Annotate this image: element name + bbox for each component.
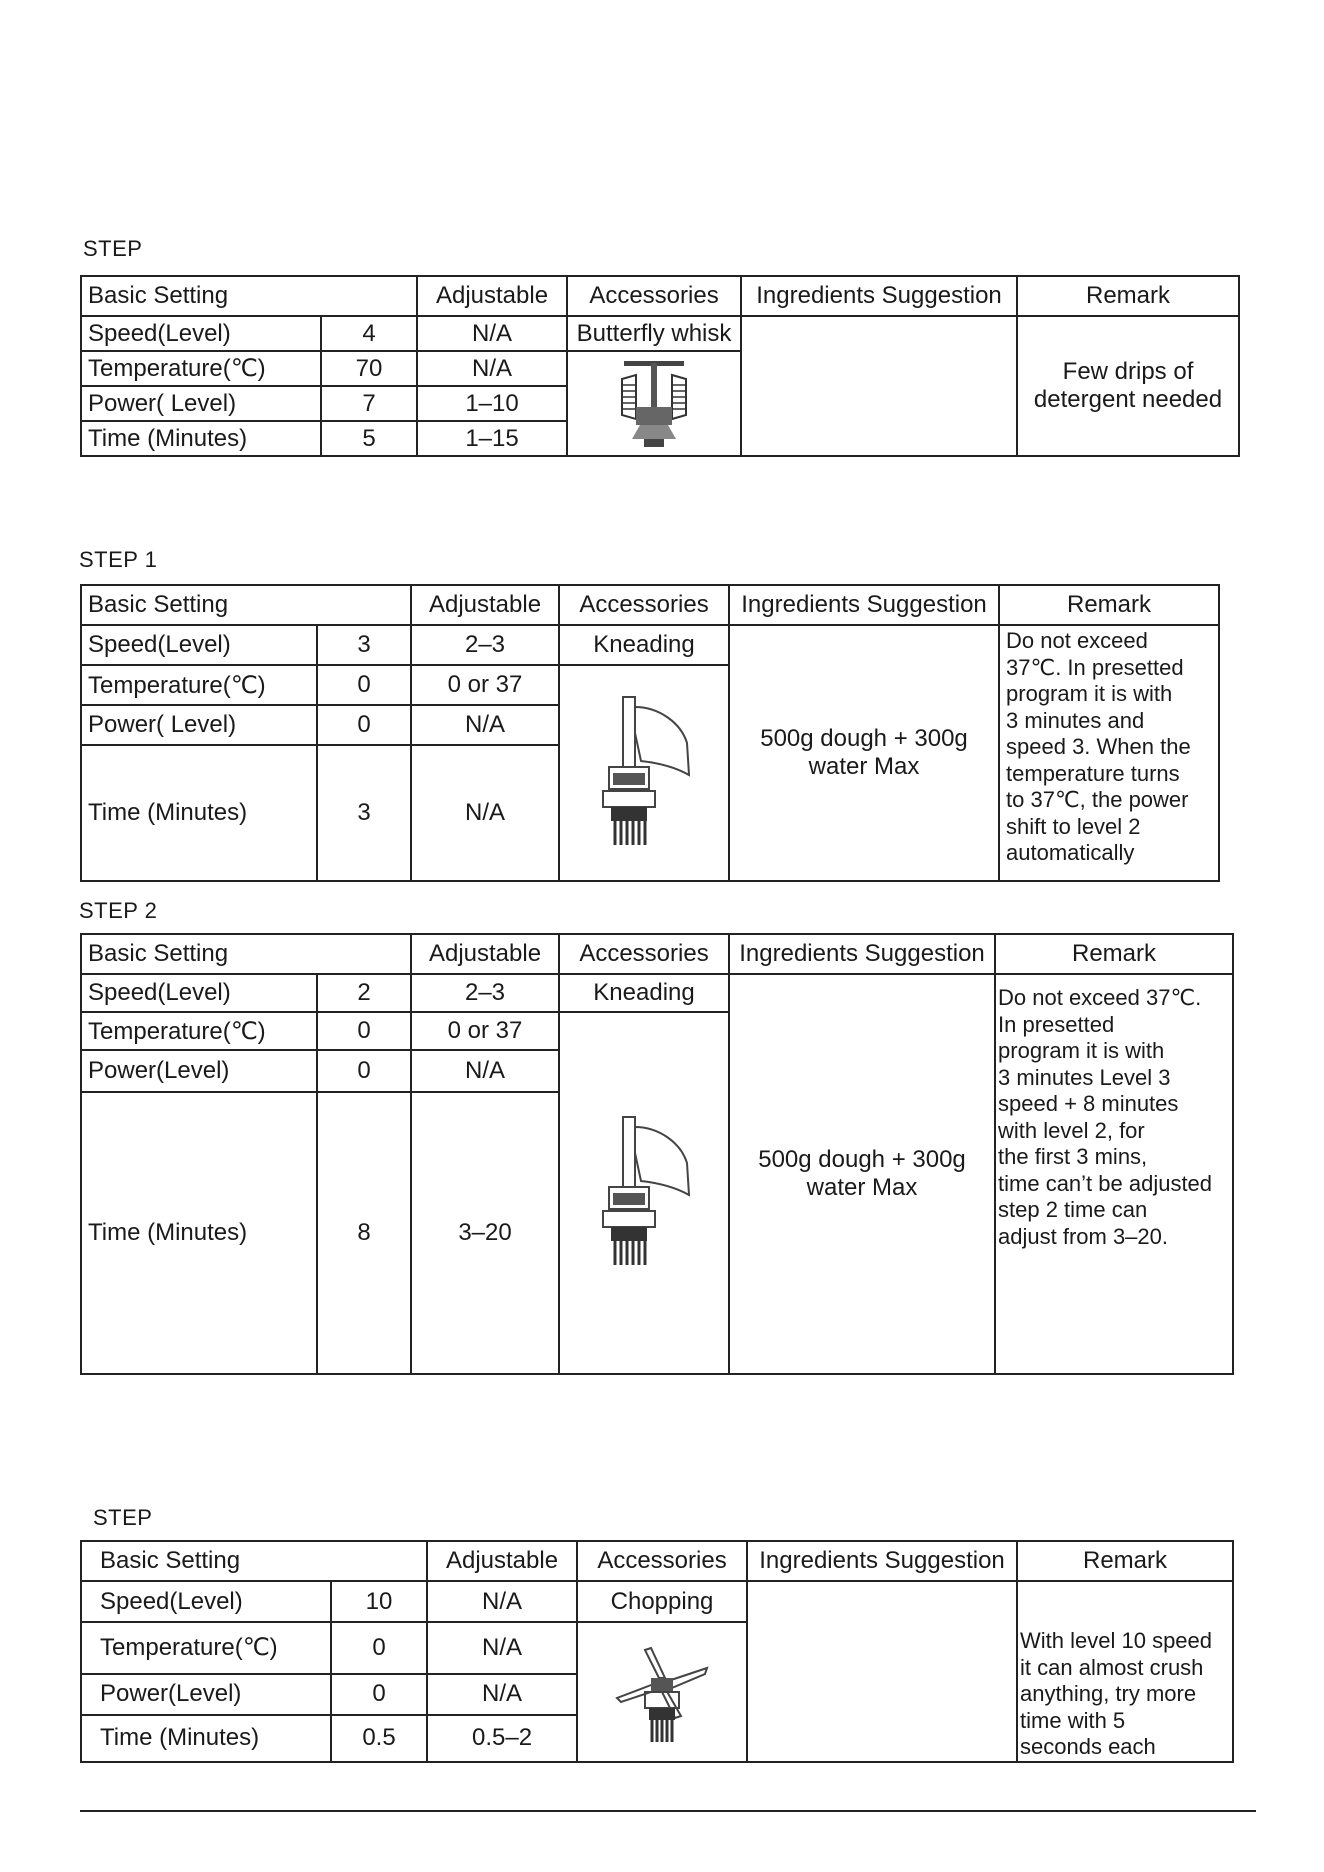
header-ingredients: Ingredients Suggestion — [747, 1541, 1017, 1581]
header-adjustable: Adjustable — [417, 276, 567, 316]
remark-cell — [1017, 316, 1239, 456]
row-value: 5 — [321, 421, 417, 456]
header-remark: Remark — [995, 934, 1233, 974]
row-label: Speed(Level) — [81, 316, 321, 351]
row-label: Temperature(℃) — [81, 1012, 317, 1050]
remark-cell — [995, 974, 1233, 1374]
header-adjustable: Adjustable — [411, 934, 559, 974]
accessory-image-cell — [567, 351, 741, 456]
settings-table — [80, 1540, 1234, 1763]
header-accessories: Accessories — [577, 1541, 747, 1581]
row-adjustable: 0 or 37 — [411, 665, 559, 705]
row-value: 0 — [317, 1012, 411, 1050]
settings-table — [80, 584, 1220, 882]
header-accessories: Accessories — [567, 276, 741, 316]
row-label: Time (Minutes) — [81, 745, 317, 881]
row-label: Speed(Level) — [81, 1581, 331, 1622]
row-adjustable: N/A — [427, 1581, 577, 1622]
accessory-image-cell — [559, 665, 729, 881]
ingredients-text: 500g dough + 300g water Max — [758, 1146, 966, 1201]
header-basic-setting: Basic Setting — [81, 585, 411, 625]
remark-text: Few drips of detergent needed — [1033, 358, 1223, 413]
header-remark: Remark — [1017, 276, 1239, 316]
ingredients-cell — [729, 625, 999, 881]
row-adjustable: 2–3 — [411, 974, 559, 1012]
accessory-image-cell — [559, 1012, 729, 1374]
row-label: Speed(Level) — [81, 974, 317, 1012]
kneading-blade-icon — [589, 693, 699, 853]
row-value: 0 — [331, 1674, 427, 1715]
header-accessories: Accessories — [559, 585, 729, 625]
header-ingredients: Ingredients Suggestion — [729, 934, 995, 974]
row-value: 0 — [317, 705, 411, 745]
row-adjustable: 2–3 — [411, 625, 559, 665]
accessory-name: Kneading — [559, 974, 729, 1012]
header-basic-setting: Basic Setting — [81, 1541, 427, 1581]
row-adjustable: N/A — [427, 1622, 577, 1674]
row-adjustable: N/A — [427, 1674, 577, 1715]
row-label: Power(Level) — [81, 1050, 317, 1092]
row-value: 0 — [317, 1050, 411, 1092]
remark-text: Do not exceed 37℃. In presetted program it is with 3 minutes Level 3 speed + 8 minutes with level 2, for the first 3 mins, time can’t be adjusted step 2 time can adjust from 3–20. — [998, 985, 1213, 1249]
row-label: Time (Minutes) — [81, 1092, 317, 1374]
remark-cell — [1017, 1581, 1233, 1762]
row-value: 4 — [321, 316, 417, 351]
row-value: 7 — [321, 386, 417, 421]
row-value: 3 — [317, 745, 411, 881]
row-value: 0 — [331, 1622, 427, 1674]
remark-text: With level 10 speed it can almost crush anything, try more time with 5 seconds each — [1020, 1628, 1213, 1759]
header-basic-setting: Basic Setting — [81, 934, 411, 974]
row-value: 0 — [317, 665, 411, 705]
chopping-blade-icon — [607, 1636, 717, 1748]
ingredients-cell — [741, 316, 1017, 456]
remark-cell — [999, 625, 1219, 881]
row-adjustable: 1–10 — [417, 386, 567, 421]
header-adjustable: Adjustable — [427, 1541, 577, 1581]
row-label: Temperature(℃) — [81, 351, 321, 386]
step-heading: STEP 2 — [79, 898, 158, 923]
ingredients-cell — [747, 1581, 1017, 1762]
row-label: Time (Minutes) — [81, 421, 321, 456]
row-adjustable: 0.5–2 — [427, 1715, 577, 1762]
row-value: 8 — [317, 1092, 411, 1374]
header-adjustable: Adjustable — [411, 585, 559, 625]
row-adjustable: N/A — [417, 316, 567, 351]
row-value: 3 — [317, 625, 411, 665]
row-value: 70 — [321, 351, 417, 386]
step-heading: STEP — [93, 1505, 153, 1530]
settings-table — [80, 933, 1234, 1375]
kneading-blade-icon — [589, 1113, 699, 1273]
step-heading: STEP 1 — [79, 547, 158, 572]
header-ingredients: Ingredients Suggestion — [741, 276, 1017, 316]
accessory-name: Chopping — [577, 1581, 747, 1622]
row-adjustable: N/A — [411, 745, 559, 881]
header-remark: Remark — [1017, 1541, 1233, 1581]
row-value: 0.5 — [331, 1715, 427, 1762]
accessory-name: Butterfly whisk — [567, 316, 741, 351]
remark-text: Do not exceed 37℃. In presetted program it is with 3 minutes and speed 3. When the temperature turns to 37℃, the power shift to level 2 automatically — [1006, 628, 1191, 865]
row-label: Power( Level) — [81, 705, 317, 745]
row-label: Time (Minutes) — [81, 1715, 331, 1762]
footer-divider — [80, 1810, 1256, 1812]
row-value: 2 — [317, 974, 411, 1012]
ingredients-text: 500g dough + 300g water Max — [760, 725, 968, 780]
row-adjustable: N/A — [417, 351, 567, 386]
header-ingredients: Ingredients Suggestion — [729, 585, 999, 625]
row-adjustable: 1–15 — [417, 421, 567, 456]
header-remark: Remark — [999, 585, 1219, 625]
header-basic-setting: Basic Setting — [81, 276, 417, 316]
row-adjustable: N/A — [411, 705, 559, 745]
accessory-image-cell — [577, 1622, 747, 1762]
row-label: Temperature(℃) — [81, 665, 317, 705]
row-label: Speed(Level) — [81, 625, 317, 665]
row-value: 10 — [331, 1581, 427, 1622]
row-label: Temperature(℃) — [81, 1622, 331, 1674]
row-label: Power(Level) — [81, 1674, 331, 1715]
row-adjustable: 0 or 37 — [411, 1012, 559, 1050]
ingredients-cell — [729, 974, 995, 1374]
accessory-name: Kneading — [559, 625, 729, 665]
row-label: Power( Level) — [81, 386, 321, 421]
row-adjustable: 3–20 — [411, 1092, 559, 1374]
butterfly-whisk-icon — [604, 357, 704, 451]
settings-table — [80, 275, 1240, 457]
header-accessories: Accessories — [559, 934, 729, 974]
row-adjustable: N/A — [411, 1050, 559, 1092]
step-heading: STEP — [83, 236, 143, 261]
